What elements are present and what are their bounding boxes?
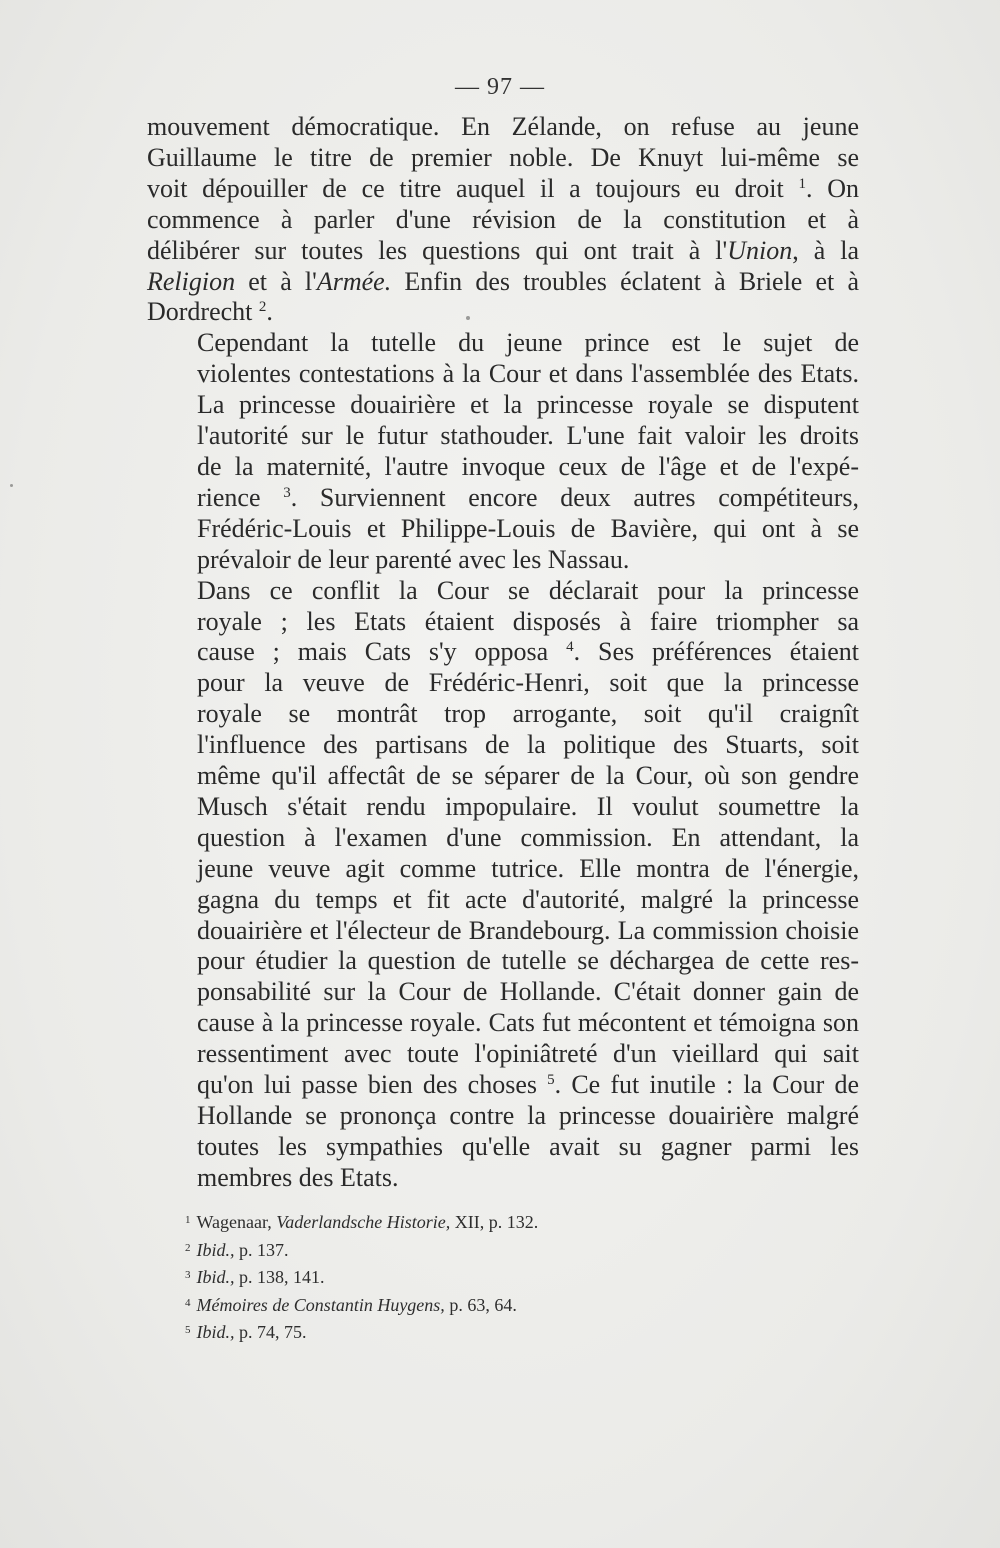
footnote-number: 5: [185, 1324, 191, 1336]
text-run: cause à la princesse royale. Cats fut mécontent et témoigna son: [197, 1008, 859, 1038]
text-run: douairière et l'électeur de Brandebourg. La commission choisie: [197, 915, 859, 945]
text-line: [147, 916, 859, 947]
text-line: [147, 1101, 859, 1132]
text-line: [147, 977, 859, 1008]
text-run: Dans ce conflit la Cour se déclarait pour la princesse: [197, 575, 859, 605]
text-line: [147, 1132, 859, 1163]
text-run: Hollande se prononça contre la princesse douairière malgré: [197, 1101, 859, 1130]
text-run: toutes les sympathies qu'elle avait su gagner parmi les: [197, 1131, 859, 1161]
text-line: [147, 297, 859, 328]
footnote-ref: 1: [798, 175, 806, 192]
text-run: cause ; mais Cats s'y opposa: [197, 637, 567, 667]
text-run: commence à parler d'une révision de la constitution et à: [147, 204, 859, 234]
footnote: [185, 1236, 785, 1264]
text-run: qu'on lui passe bien des choses: [197, 1070, 548, 1100]
text-line: [147, 174, 859, 205]
text-run: . On: [805, 173, 859, 203]
text-run: l'autorité sur le futur stathouder. L'une fait valoir les droits: [197, 421, 859, 451]
footnote-ref: 3: [283, 484, 291, 501]
text-line: [147, 885, 859, 916]
text-run: gagna du temps et fit acte d'autorité, malgré la princesse: [197, 884, 859, 914]
text-line: [147, 545, 859, 576]
text-line: [147, 143, 859, 174]
italic-run: Armée.: [316, 266, 392, 296]
text-line: [147, 1070, 859, 1101]
text-line: [147, 761, 859, 792]
text-run: . Ses préférences étaient: [573, 637, 859, 667]
text-line: [147, 236, 859, 267]
text-run: Musch s'était rendu impopulaire. Il voulut soumettre la: [197, 791, 859, 821]
footnote-pages: p. 137.: [234, 1239, 289, 1260]
text-line: [147, 946, 859, 977]
text-line: [147, 205, 859, 236]
text-line: [147, 637, 859, 668]
footnote: [185, 1263, 785, 1291]
text-run: La princesse douairière et la princesse royale se disputent: [197, 390, 859, 420]
text-run: . Surviennent encore deux autres compétiteurs,: [290, 482, 859, 512]
text-run: pour étudier la question de tutelle se déchargea de cette res-: [197, 946, 859, 976]
footnote: [185, 1291, 785, 1319]
footnote-number: 2: [185, 1241, 191, 1254]
text-run: violentes contestations à la Cour et dans l'assemblée des Etats.: [197, 359, 859, 389]
footnote-number: 3: [185, 1269, 191, 1281]
paragraph: [147, 328, 859, 575]
text-run: Guillaume le titre de premier noble. De Knuyt lui-même se: [147, 142, 859, 172]
paper-speck: [10, 484, 13, 487]
text-run: royale ; les Etats étaient disposés à faire triompher sa: [197, 606, 859, 636]
text-line: [147, 390, 859, 421]
text-line: [147, 483, 859, 514]
footnote-work: Ibid.,: [196, 1239, 235, 1260]
italic-run: Union: [727, 235, 793, 265]
footnote: [185, 1318, 785, 1346]
text-line: [147, 421, 859, 452]
text-run: Cependant la tutelle du jeune prince est le sujet de: [197, 328, 859, 358]
footnote-pages: XII, p. 132.: [450, 1212, 539, 1232]
footnote-pages: p. 74, 75.: [234, 1322, 307, 1342]
text-run: même qu'il affectât de se séparer de la Cour, où son gendre: [197, 761, 859, 791]
text-run: jeune veuve agit comme tutrice. Elle montra de l'énergie,: [197, 853, 859, 883]
text-run: Frédéric-Louis et Philippe-Louis de Bavière, qui ont à se: [197, 513, 859, 543]
footnote-work: Vaderlandsche Historie,: [276, 1212, 451, 1232]
text-run: , à la: [792, 235, 859, 265]
footnote-ref: 2: [258, 299, 267, 316]
text-line: [147, 359, 859, 390]
footnote-work: Ibid.,: [196, 1322, 235, 1342]
footnote-pages: p. 138, 141.: [234, 1267, 325, 1287]
text-run: mouvement démocratique. En Zélande, on refuse au jeune: [147, 112, 859, 141]
footnote-work: Ibid.,: [196, 1267, 235, 1287]
text-run: royale se montrât trop arrogante, soit qu'il craignît: [197, 699, 859, 729]
text-run: l'influence des partisans de la politique des Stuarts, soit: [197, 730, 859, 760]
footnote-number: 1: [185, 1214, 191, 1226]
text-line: [147, 1163, 859, 1194]
footnote-ref: 4: [566, 639, 574, 656]
text-line: [147, 792, 859, 823]
footnote: [185, 1208, 785, 1236]
text-line: [147, 328, 859, 359]
text-line: [147, 668, 859, 699]
text-run: .: [266, 297, 273, 327]
footnote-pages: p. 63, 64.: [444, 1294, 517, 1315]
text-line: [147, 854, 859, 885]
text-run: délibérer sur toutes les questions qui ont trait à l': [147, 235, 728, 265]
text-run: membres des Etats.: [197, 1162, 399, 1192]
text-run: ponsabilité sur la Cour de Hollande. C'était donner gain de: [197, 977, 859, 1007]
page-number: — 97 —: [455, 74, 545, 100]
text-run: pour la veuve de Frédéric-Henri, soit que la princesse: [197, 668, 859, 698]
footnote-work: Mémoires de Constantin Huygens,: [196, 1294, 445, 1315]
text-run: . Ce fut inutile : la Cour de: [554, 1070, 860, 1100]
text-run: prévaloir de leur parenté avec les Nassau.: [197, 544, 630, 574]
footnote-ref: 5: [547, 1072, 555, 1089]
text-line: [147, 576, 859, 607]
italic-run: Religion: [147, 266, 236, 296]
text-run: et à l': [235, 266, 317, 296]
text-run: voit dépouiller de ce titre auquel il a toujours eu droit: [147, 173, 799, 203]
text-line: [147, 823, 859, 854]
text-line: [147, 112, 859, 143]
text-run: Dordrecht: [147, 297, 259, 327]
text-run: ressentiment avec toute l'opiniâtreté d'un vieillard qui sait: [197, 1039, 859, 1069]
text-line: [147, 1039, 859, 1070]
footnote-number: 4: [185, 1296, 191, 1309]
text-line: [147, 452, 859, 483]
paper-speck: [466, 316, 470, 320]
text-run: Enfin des troubles éclatent à Briele et à: [391, 266, 859, 296]
text-line: [147, 514, 859, 545]
paragraph: [147, 576, 859, 1194]
text-line: [147, 699, 859, 730]
paragraph: [147, 112, 859, 328]
text-run: de la maternité, l'autre invoque ceux de l'âge et de l'expé-: [197, 451, 859, 481]
text-run: rience: [197, 482, 284, 512]
text-line: [147, 730, 859, 761]
footnotes: [185, 1208, 785, 1346]
text-line: [147, 607, 859, 638]
text-run: question à l'examen d'une commission. En attendant, la: [197, 822, 859, 852]
body-text: [147, 112, 859, 1194]
footnote-author: Wagenaar,: [196, 1212, 277, 1232]
text-line: [147, 267, 859, 298]
text-line: [147, 1008, 859, 1039]
